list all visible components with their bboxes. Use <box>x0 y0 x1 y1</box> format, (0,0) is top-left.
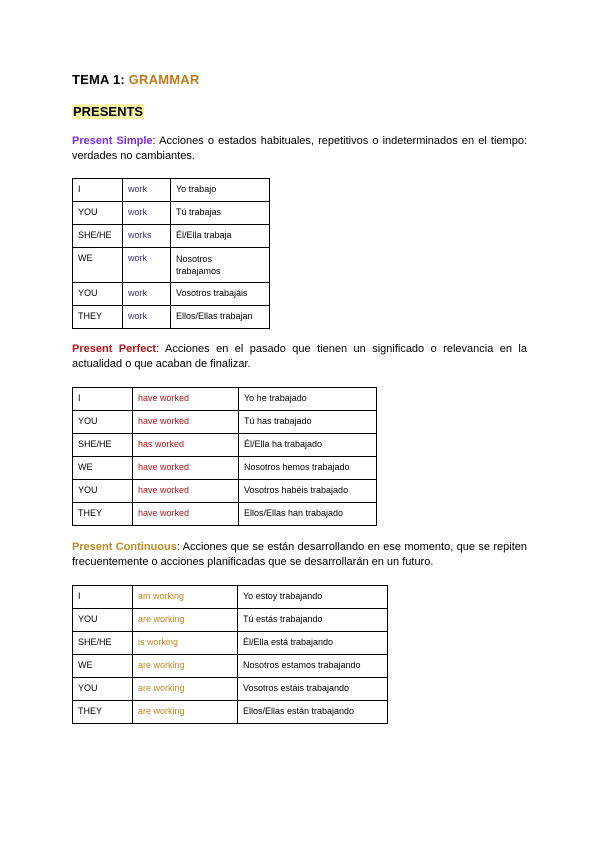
translation-cell: Él/Ella está trabajando <box>238 632 388 655</box>
verb-cell: work <box>123 179 171 202</box>
verb-cell: are working <box>133 701 238 724</box>
verb-cell: have worked <box>133 480 239 503</box>
present-perfect-label: Present Perfect <box>72 343 157 355</box>
translation-cell: Tú estás trabajando <box>238 609 388 632</box>
translation-cell: Nosotros trabajamos <box>171 248 270 283</box>
pronoun-cell: YOU <box>73 678 133 701</box>
table-row <box>73 503 377 526</box>
pronoun-cell: SHE/HE <box>73 434 133 457</box>
translation-cell: Ellos/Ellas han trabajado <box>239 503 377 526</box>
pronoun-cell: THEY <box>73 701 133 724</box>
verb-cell: is working <box>133 632 238 655</box>
pronoun-cell: WE <box>73 457 133 480</box>
title-accent: GRAMMAR <box>128 72 200 87</box>
present-simple-paragraph <box>72 134 527 164</box>
table-row <box>73 411 377 434</box>
pronoun-cell: YOU <box>73 411 133 434</box>
table-row <box>73 586 388 609</box>
table-row <box>73 701 388 724</box>
pronoun-cell: I <box>73 586 133 609</box>
pronoun-cell: THEY <box>73 306 123 329</box>
translation-cell: Yo estoy trabajando <box>238 586 388 609</box>
present-continuous-label: Present Continuous <box>72 541 177 553</box>
present-simple-label: Present Simple <box>72 135 153 147</box>
translation-cell: Vosotros trabajáis <box>171 283 270 306</box>
verb-cell: are working <box>133 678 238 701</box>
pronoun-cell: WE <box>73 655 133 678</box>
verb-cell: works <box>123 225 171 248</box>
table-row <box>73 678 388 701</box>
pronoun-cell: YOU <box>73 609 133 632</box>
translation-cell: Ellos/Ellas trabajan <box>171 306 270 329</box>
pronoun-cell: YOU <box>73 202 123 225</box>
present-simple-description: : Acciones o estados habituales, repetitivos o indeterminados en el tiempo: verdades no cambiantes. <box>72 135 527 162</box>
translation-cell: Vosotros habéis trabajado <box>239 480 377 503</box>
present-continuous-description: : Acciones que se están desarrollando en ese momento, que se repiten frecuentemente o acciones planificadas que se desarrollarán en un futuro. <box>72 541 527 568</box>
table-row <box>73 248 270 283</box>
table-row <box>73 388 377 411</box>
translation-cell: Yo trabajo <box>171 179 270 202</box>
section-heading: PRESENTS <box>73 104 144 119</box>
table-row <box>73 655 388 678</box>
translation-cell: Tú has trabajado <box>239 411 377 434</box>
verb-cell: have worked <box>133 503 239 526</box>
present-continuous-paragraph <box>72 540 527 570</box>
verb-cell: has worked <box>133 434 239 457</box>
present-perfect-description: : Acciones en el pasado que tienen un significado o relevancia en la actualidad o que acaban de finalizar. <box>72 343 527 370</box>
table-row <box>73 457 377 480</box>
translation-cell: Vosotros estáis trabajando <box>238 678 388 701</box>
table-row <box>73 225 270 248</box>
table-row <box>73 202 270 225</box>
verb-cell: have worked <box>133 457 239 480</box>
table-row <box>73 179 270 202</box>
verb-cell: have worked <box>133 411 239 434</box>
pronoun-cell: WE <box>73 248 123 283</box>
table-row <box>73 480 377 503</box>
pronoun-cell: SHE/HE <box>73 225 123 248</box>
translation-cell: Él/Ella trabaja <box>171 225 270 248</box>
pronoun-cell: SHE/HE <box>73 632 133 655</box>
table-row <box>73 283 270 306</box>
verb-cell: work <box>123 248 171 283</box>
verb-cell: work <box>123 202 171 225</box>
verb-cell: are working <box>133 655 238 678</box>
pronoun-cell: I <box>73 388 133 411</box>
table-row <box>73 434 377 457</box>
present-continuous-table <box>72 585 388 724</box>
translation-cell: Yo he trabajado <box>239 388 377 411</box>
verb-cell: am working <box>133 586 238 609</box>
pronoun-cell: I <box>73 179 123 202</box>
verb-cell: work <box>123 306 171 329</box>
verb-cell: have worked <box>133 388 239 411</box>
present-simple-table <box>72 178 270 329</box>
translation-cell: Nosotros hemos trabajado <box>239 457 377 480</box>
verb-cell: work <box>123 283 171 306</box>
pronoun-cell: THEY <box>73 503 133 526</box>
present-perfect-paragraph <box>72 342 527 372</box>
present-perfect-table <box>72 387 377 526</box>
translation-cell: Nosotros estamos trabajando <box>238 655 388 678</box>
table-row <box>73 306 270 329</box>
translation-cell: Ellos/Ellas están trabajando <box>238 701 388 724</box>
page-title <box>72 72 199 87</box>
verb-cell: are working <box>133 609 238 632</box>
translation-cell: Él/Ella ha trabajado <box>239 434 377 457</box>
table-row <box>73 632 388 655</box>
table-row <box>73 609 388 632</box>
pronoun-cell: YOU <box>73 283 123 306</box>
title-prefix: TEMA 1: <box>72 72 129 87</box>
translation-cell: Tú trabajas <box>171 202 270 225</box>
pronoun-cell: YOU <box>73 480 133 503</box>
